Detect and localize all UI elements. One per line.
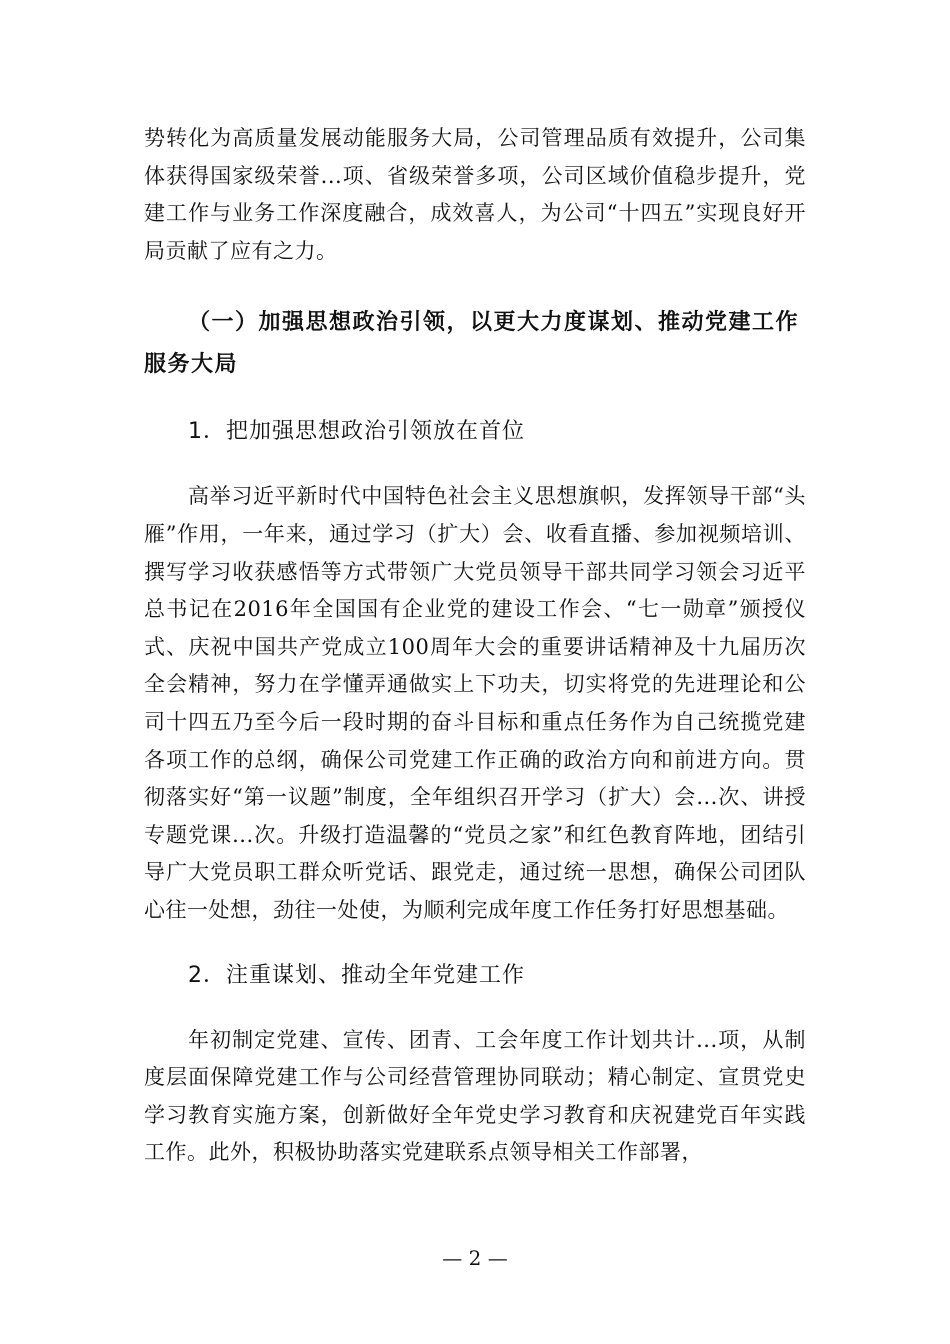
intro-paragraph: 势转化为高质量发展动能服务大局，公司管理品质有效提升，公司集体获得国家级荣誉...项、省级荣誉多项，公司区域价值稳步提升，党建工作与业务工作深度融合，成效喜人，为公司“十四五”实现良好开局贡献了应有之力。 xyxy=(144,126,806,263)
body-paragraph-2: 年初制定党建、宣传、团青、工会年度工作计划共计...项，从制度层面保障党建工作与公司经营管理协同联动；精心制定、宣贯党史学习教育实施方案，创新做好全年党史学习教育和庆祝建党百年实践工作。此外，积极协助落实党建联系点领导相关工作部署， xyxy=(144,1027,806,1165)
document-body xyxy=(144,120,806,1172)
page-number: — 2 — xyxy=(442,1246,508,1270)
body-paragraph-1: 高举习近平新时代中国特色社会主义思想旗帜，发挥领导干部“头雁”作用，一年来，通过学习（扩大）会、收看直播、参加视频培训、撰写学习收获感悟等方式带领广大党员领导干部共同学习领会习近平总书记在2016年全国国有企业党的建设工作会、“七一勋章”颁授仪式、庆祝中国共产党成立100周年大会的重要讲话精神及十九届历次全会精神，努力在学懂弄通做实上下功夫，切实将党的先进理论和公司十四五乃至今后一段时期的奋斗目标和重点任务作为自己统揽党建各项工作的总纲，确保公司党建工作正确的政治方向和前进方向。贯彻落实好“第一议题”制度，全年组织召开学习（扩大）会...次、讲授专题党课...次。升级打造温馨的“党员之家”和红色教育阵地，团结引导广大党员职工群众听党话、跟党走，通过统一思想，确保公司团队心往一处想，劲往一处使，为顺利完成年度工作任务打好思想基础。 xyxy=(144,484,806,922)
subheading-2: 2．注重谋划、推动全年党建工作 xyxy=(188,962,525,988)
section-heading: （一）加强思想政治引领，以更大力度谋划、推动党建工作服务大局 xyxy=(144,310,800,378)
subheading-1: 1．把加强思想政治引领放在首位 xyxy=(188,419,525,445)
